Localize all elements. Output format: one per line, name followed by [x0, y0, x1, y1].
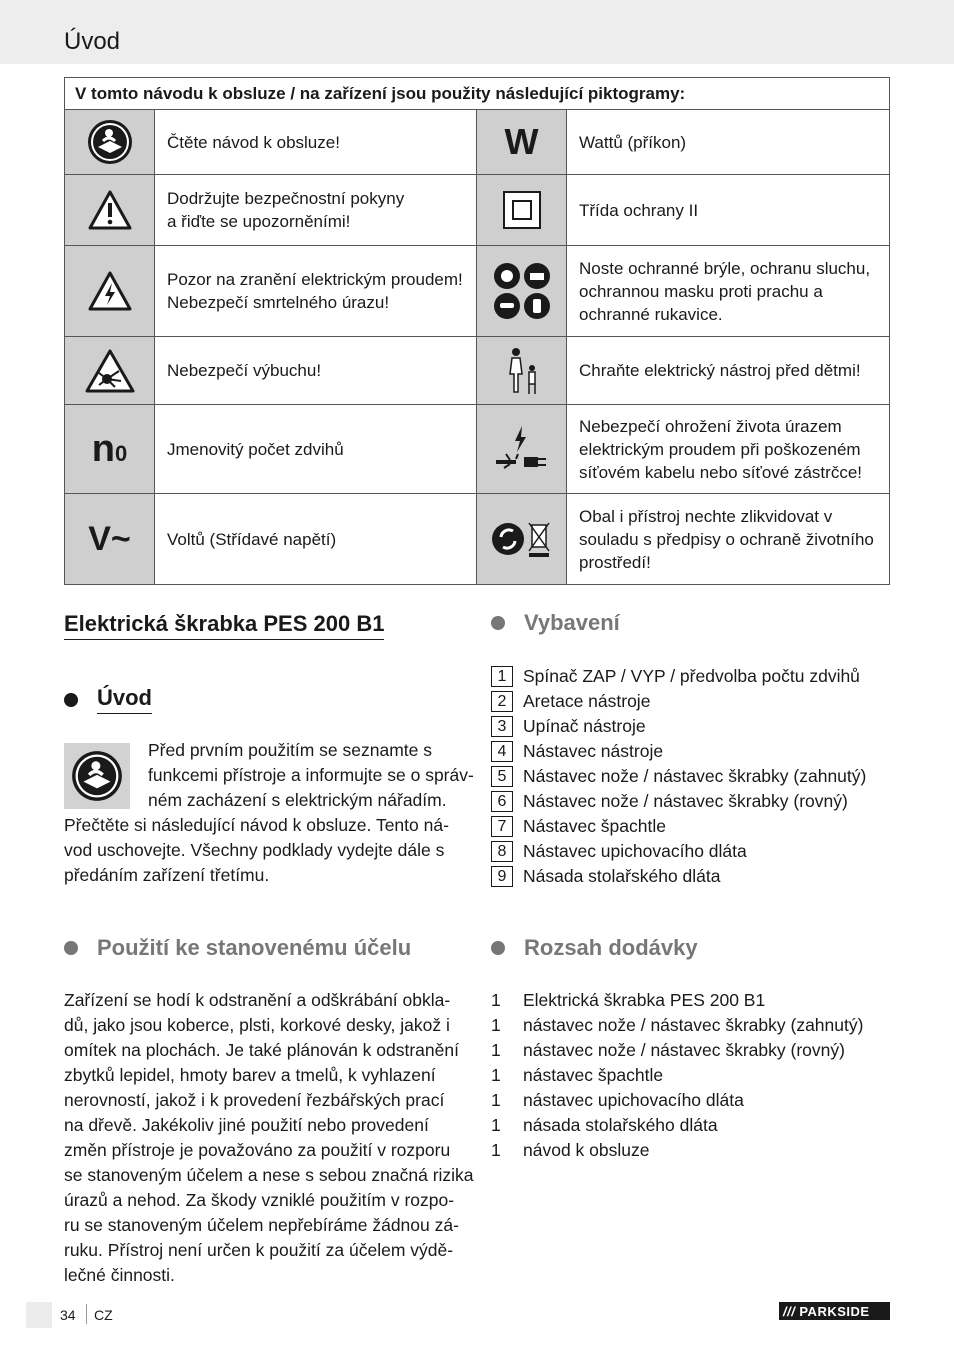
list-item: 6 Nástavec nože / nástavec škrabky (rovný) [491, 789, 866, 814]
pictogram-text: Voltů (Střídavé napětí) [155, 494, 477, 584]
pictogram-row [65, 494, 889, 584]
pictogram-row [65, 337, 889, 405]
pictogram-text: Pozor na zranění elektrickým proudem! Nebezpečí smrtelného úrazu! [155, 246, 477, 336]
list-item: 1 nástavec upichovacího dláta [491, 1090, 744, 1110]
list-item: 7 Nástavec špachtle [491, 814, 866, 839]
stroke-rate-icon: n0 [65, 405, 155, 493]
pictogram-text: Čtěte návod k obsluze! [155, 110, 477, 174]
list-item: 1 nástavec nože / nástavec škrabky (zahnutý) [491, 1015, 864, 1035]
keep-away-children-icon [477, 337, 567, 404]
intended-use-paragraph: Zařízení se hodí k odstranění a odškrábání obkla- dů, jako jsou koberce, plsti, korkové desky, jakož i omítek na plochách. Je také plánován k odstranění zbytků lepidel, hmoty barev a tmelů, k vyhlazení nerovností, jakož i k provedení řezbářských prací na dřevě. Jakékoliv jiné použití nebo provedení změn přístroje je považováno za použití v rozporu se stanoveným účelem a nese s sebou značná rizika úrazů a nehod. Za škody vzniklé použitím v rozpo- ru se stanoveným účelem nepřebíráme žádnou zá- ruku. Přístroj není určen k použití za účelem výdě- lečné činnosti. [64, 990, 474, 1285]
footer-marker [26, 1302, 52, 1328]
electric-shock-warning-icon [65, 246, 155, 336]
pictogram-table-heading: V tomto návodu k obsluze / na zařízení jsou použity následující piktogramy: [65, 78, 889, 110]
page-number: 34 [60, 1307, 76, 1323]
page-title: Úvod [64, 28, 121, 55]
list-item: 8 Nástavec upichovacího dláta [491, 839, 866, 864]
language-code: CZ [94, 1307, 113, 1323]
product-title: Elektrická škrabka PES 200 B1 [64, 611, 384, 640]
pictogram-row [65, 405, 889, 494]
intended-use-heading: Použití ke stanovenému účelu [64, 935, 411, 961]
protection-class-ii-icon [477, 175, 567, 245]
footer-divider [86, 1304, 87, 1324]
pictogram-row [65, 246, 889, 337]
list-item: 1 násada stolařského dláta [491, 1115, 718, 1135]
list-item: 1 nástavec nože / nástavec škrabky (rovný) [491, 1040, 845, 1060]
list-item: 1 Spínač ZAP / VYP / předvolba počtu zdvihů [491, 664, 866, 689]
bullet-icon [64, 693, 78, 707]
protective-equipment-icon [477, 246, 567, 336]
header-bar [0, 0, 954, 64]
pictogram-text: Wattů (příkon) [579, 132, 687, 152]
intro-heading: Úvod [64, 685, 152, 714]
pictogram-row [65, 175, 889, 246]
pictogram-text: Chraňte elektrický nástroj před dětmi! [579, 361, 861, 380]
intro-paragraph-indented: Před prvním použitím se seznamte s funkcemi přístroje a informujte se o správ- ném zacházení s elektrickým nářadím. [148, 740, 474, 810]
warning-triangle-icon [65, 175, 155, 245]
explosion-warning-icon [65, 337, 155, 404]
list-item: 5 Nástavec nože / nástavec škrabky (zahnutý) [491, 764, 866, 789]
read-manual-icon [64, 743, 130, 809]
pictogram-text: Nebezpečí výbuchu! [155, 337, 477, 404]
pictogram-table [64, 77, 890, 585]
pictogram-text: Dodržujte bezpečnostní pokyny a řiďte se upozorněními! [155, 175, 477, 245]
list-item: 1 návod k obsluze [491, 1140, 650, 1160]
pictogram-text: Jmenovitý počet zdvihů [155, 405, 477, 493]
delivery-heading: Rozsah dodávky [491, 935, 698, 961]
pictogram-text: Noste ochranné brýle, ochranu sluchu, ochrannou masku proti prachu a ochranné rukavice. [579, 258, 871, 324]
pictogram-text: Obal i přístroj nechte zlikvidovat v souladu s předpisy o ochraně životního prostředí! [579, 506, 874, 572]
bullet-icon [491, 941, 505, 955]
pictogram-row [65, 110, 889, 175]
brand-logo: /// PARKSIDE [779, 1302, 890, 1320]
list-item: 1 nástavec špachtle [491, 1065, 664, 1085]
intro-paragraph: Přečtěte si následující návod k obsluze. Tento ná- vod uschovejte. Všechny podklady vydejte dále s předáním zařízení třetímu. [64, 815, 449, 885]
list-item: 2 Aretace nástroje [491, 689, 866, 714]
equipment-list [491, 664, 866, 889]
list-item: 3 Upínač nástroje [491, 714, 866, 739]
pictogram-text: Třída ochrany II [579, 200, 699, 220]
recycling-disposal-icon [477, 494, 567, 584]
read-manual-icon [65, 110, 155, 174]
damaged-cable-icon [477, 405, 567, 493]
list-item: 9 Násada stolařského dláta [491, 864, 866, 889]
equipment-heading: Vybavení [491, 610, 620, 636]
delivery-list [491, 988, 863, 1163]
bullet-icon [491, 616, 505, 630]
list-item: 1 Elektrická škrabka PES 200 B1 [491, 990, 766, 1010]
pictogram-text: Nebezpečí ohrožení života úrazem elektrickým proudem při poškozeném síťovém kabelu nebo síťové zástrčce! [579, 416, 862, 482]
watt-symbol-icon: W [477, 110, 567, 174]
list-item: 4 Nástavec nástroje [491, 739, 866, 764]
voltage-ac-icon: V~ [65, 494, 155, 584]
bullet-icon [64, 941, 78, 955]
